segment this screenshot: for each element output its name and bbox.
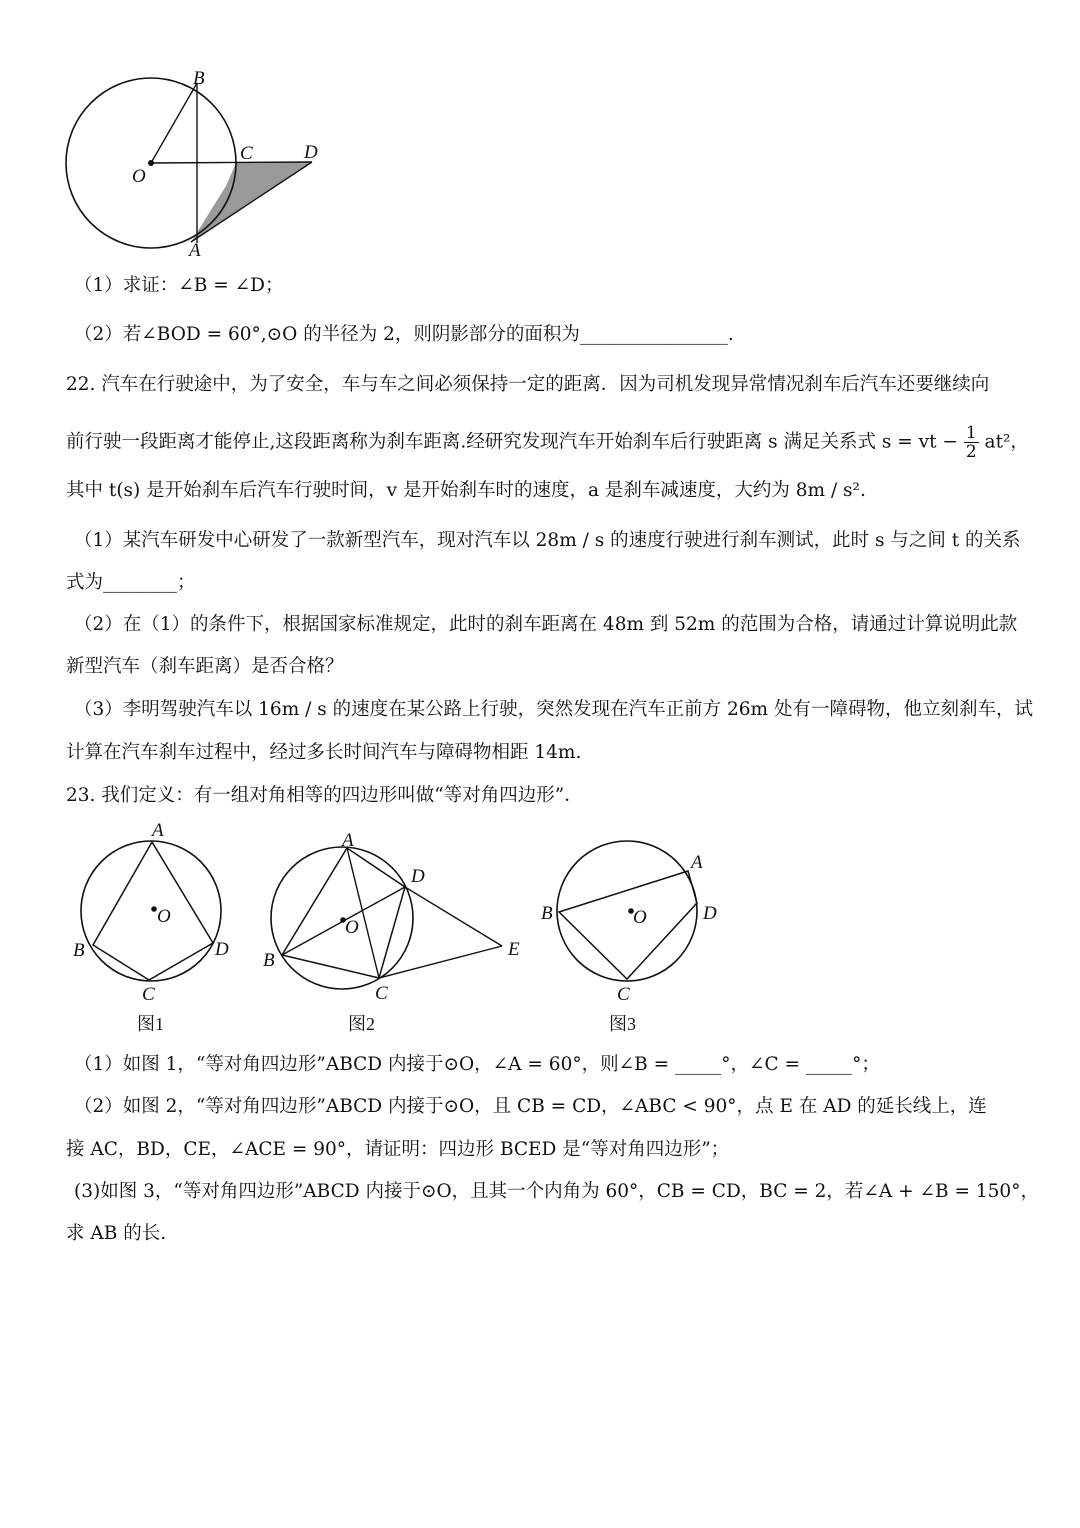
q21-part1: （1）求证：∠B = ∠D；: [74, 275, 284, 296]
q22-line3: 其中 t(s) 是开始刹车后汽车行驶时间，v 是开始刹车时的速度，a 是刹车减速度，大约为 8m / s².: [66, 480, 866, 501]
q22-line2: [66, 424, 1029, 461]
q22-line1: 22. 汽车在行驶途中，为了安全，车与车之间必须保持一定的距离．因为司机发现异常情况刹车后汽车还要继续向: [66, 374, 990, 395]
label-b: B: [193, 68, 205, 89]
q21-part2: （2）若∠BOD = 60°,⊙O 的半径为 2，则阴影部分的面积为________________.: [74, 324, 734, 345]
q22-part3-b: 计算在汽车刹车过程中，经过多长时间汽车与障碍物相距 14m.: [66, 742, 582, 763]
q23-figure-3: [541, 841, 717, 1034]
fig3-label-a: A: [691, 852, 703, 873]
fig2-label-e: E: [508, 939, 520, 960]
fig1-caption: 图1: [137, 1014, 164, 1034]
fig2-label-b: B: [263, 950, 275, 971]
q23-part3-a: (3)如图 3，“等对角四边形”ABCD 内接于⊙O，且其一个内角为 60°，CB = CD，BC = 2，若∠A + ∠B = 150°，: [74, 1181, 1039, 1202]
q23-part2-b: 接 AC，BD，CE，∠ACE = 90°，请证明：四边形 BCED 是“等对角四边形”；: [66, 1139, 730, 1160]
q23-figure-1: [73, 820, 229, 1034]
q23-figure-2: [263, 830, 520, 1034]
segment-od: [151, 162, 312, 163]
q21-figure: [50, 60, 340, 260]
label-c: C: [240, 143, 253, 164]
fig2-label-c: C: [375, 983, 388, 1004]
fig2-caption: 图2: [348, 1014, 375, 1034]
fig1-label-d: D: [215, 939, 229, 960]
fig2-ac: [347, 848, 379, 978]
segment-ob: [151, 83, 197, 163]
fig3-label-b: B: [541, 903, 553, 924]
fig3-label-c: C: [617, 984, 630, 1005]
fraction-half: [964, 424, 979, 461]
fig3-circle: [557, 841, 697, 981]
fig3-label-o: O: [633, 907, 647, 928]
fig1-label-c: C: [142, 984, 155, 1005]
label-a: A: [189, 240, 201, 260]
fig2-label-a: A: [342, 830, 354, 851]
q22-line2-tail: at²，: [984, 431, 1029, 453]
fig1-label-o: O: [157, 906, 171, 927]
q23-figures: [0, 815, 1080, 1040]
fig3-caption: 图3: [609, 1014, 636, 1034]
fig3-label-d: D: [703, 903, 717, 924]
fig1-circle: [81, 841, 221, 981]
q23-intro: 23. 我们定义：有一组对角相等的四边形叫做“等对角四边形”．: [66, 785, 583, 806]
fig1-label-a: A: [152, 820, 164, 841]
fraction-denominator: 2: [965, 442, 977, 462]
q23-part3-b: 求 AB 的长.: [66, 1223, 167, 1244]
q22-part2-a: （2）在（1）的条件下，根据国家标准规定，此时的刹车距离在 48m 到 52m 的范围为合格，请通过计算说明此款: [74, 614, 1018, 635]
center-point: [148, 160, 154, 166]
q22-line2-text: 前行驶一段距离才能停止,这段距离称为刹车距离.经研究发现汽车开始刹车后行驶距离 s 满足关系式 s = vt −: [66, 431, 958, 453]
label-o: O: [132, 166, 146, 187]
fig2-label-d: D: [411, 866, 425, 887]
fig2-de: [405, 887, 502, 946]
q22-part1-a: （1）某汽车研发中心研发了一款新型汽车，现对汽车以 28m / s 的速度行驶进行刹车测试，此时 s 与之间 t 的关系: [74, 530, 1021, 551]
label-d: D: [304, 142, 318, 163]
fig2-quadrilateral: [282, 848, 405, 978]
fig1-center-point: [151, 906, 157, 912]
q23-part2-a: （2）如图 2，“等对角四边形”ABCD 内接于⊙O，且 CB = CD，∠ABC < 90°，点 E 在 AD 的延长线上，连: [74, 1096, 987, 1117]
fig2-label-o: O: [345, 917, 359, 938]
q22-part1-b: 式为________；: [66, 572, 196, 593]
fig1-label-b: B: [73, 940, 85, 961]
q23-part1: （1）如图 1，“等对角四边形”ABCD 内接于⊙O，∠A = 60°，则∠B = _____°，∠C = _____°；: [74, 1054, 880, 1075]
q22-part3-a: （3）李明驾驶汽车以 16m / s 的速度在某公路上行驶，突然发现在汽车正前方 26m 处有一障碍物，他立刻刹车，试: [74, 699, 1033, 720]
q22-part2-b: 新型汽车（刹车距离）是否合格？: [66, 656, 344, 677]
fraction-numerator: 1: [965, 423, 977, 443]
